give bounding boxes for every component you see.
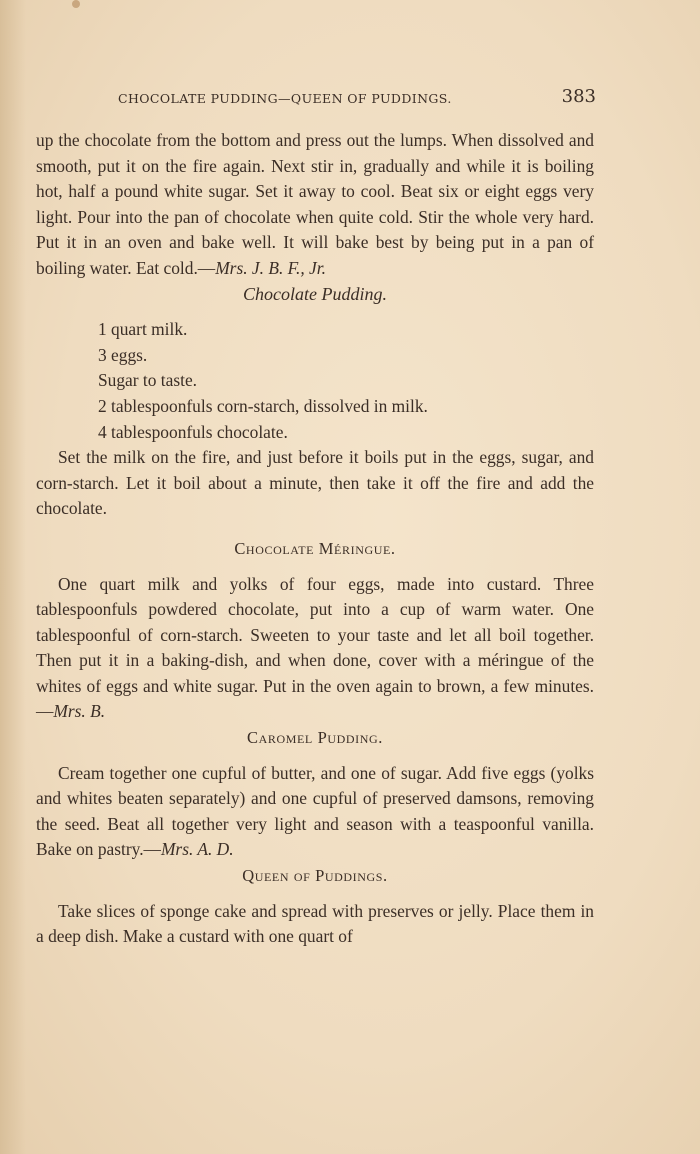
recipe-title-chocolate-meringue: Chocolate Méringue. xyxy=(234,538,396,558)
page-number: 383 xyxy=(561,86,596,107)
page-gutter-shadow xyxy=(0,0,26,1154)
recipe-title-queen-of-puddings: Queen of Puddings. xyxy=(242,866,388,886)
ingredient-item: 3 eggs. xyxy=(98,344,148,365)
continued-attribution: Mrs. J. B. F., Jr. xyxy=(215,257,326,278)
caromel-attribution: Mrs. A. D. xyxy=(160,839,234,860)
ingredient-item: 2 tablespoonfuls corn-starch, dissolved in milk. xyxy=(98,395,428,416)
recipe-title-caromel-pudding: Caromel Pudding. xyxy=(246,728,384,748)
paper-stain xyxy=(72,0,80,8)
recipe-text-chocolate-meringue xyxy=(36,572,594,726)
running-header xyxy=(118,86,596,112)
ingredient-item: 1 quart milk. xyxy=(98,319,188,340)
continued-text: up the chocolate from the bottom and press out the lumps. When dissolved and smooth, put it on the fire again. Next stir in, gradually and while it is boiling hot, half a pound white sugar. Set it away to cool. Beat six or eight eggs very light. Pour into the pan of chocolate when quite cold. Stir the whole very hard. Put it in an oven and bake well. It will bake best by being put in a pan of boiling water. Eat cold.— xyxy=(36,130,594,278)
recipe-title-chocolate-pudding: Chocolate Pudding. xyxy=(243,283,387,304)
ingredient-list xyxy=(36,317,594,445)
header-title: CHOCOLATE PUDDING—QUEEN OF PUDDINGS. xyxy=(118,91,452,106)
recipe-directions-chocolate-pudding: Set the milk on the fire, and just before it boils put in the eggs, sugar, and corn-starch. Let it boil about a minute, then take it off the fire and add the chocolate. xyxy=(36,447,594,519)
caromel-text: Cream together one cupful of butter, and one of sugar. Add five eggs (yolks and whites beaten separately) and one cupful of preserved damsons, removing the seed. Beat all together very light and season with a teaspoonful vanilla. Bake on pastry.— xyxy=(36,762,594,860)
meringue-attribution: Mrs. B. xyxy=(53,701,106,722)
ingredient-item: Sugar to taste. xyxy=(98,370,198,391)
page-text xyxy=(36,128,594,950)
recipe-text-caromel-pudding xyxy=(36,761,594,863)
meringue-text: One quart milk and yolks of four eggs, made into custard. Three tablespoonfuls powdered chocolate, put into a cup of warm water. One tablespoonful of corn-starch. Sweeten to your taste and let all boil together. Then put it in a baking-dish, and when done, cover with a méringue of the whites of eggs and white sugar. Put in the oven again to brown, a few minutes.— xyxy=(36,573,594,722)
ingredient-item: 4 tablespoonfuls chocolate. xyxy=(98,421,288,442)
recipe-text-queen-of-puddings: Take slices of sponge cake and spread with preserves or jelly. Place them in a deep dish. Make a custard with one quart of xyxy=(36,900,594,947)
continued-paragraph xyxy=(36,128,594,282)
